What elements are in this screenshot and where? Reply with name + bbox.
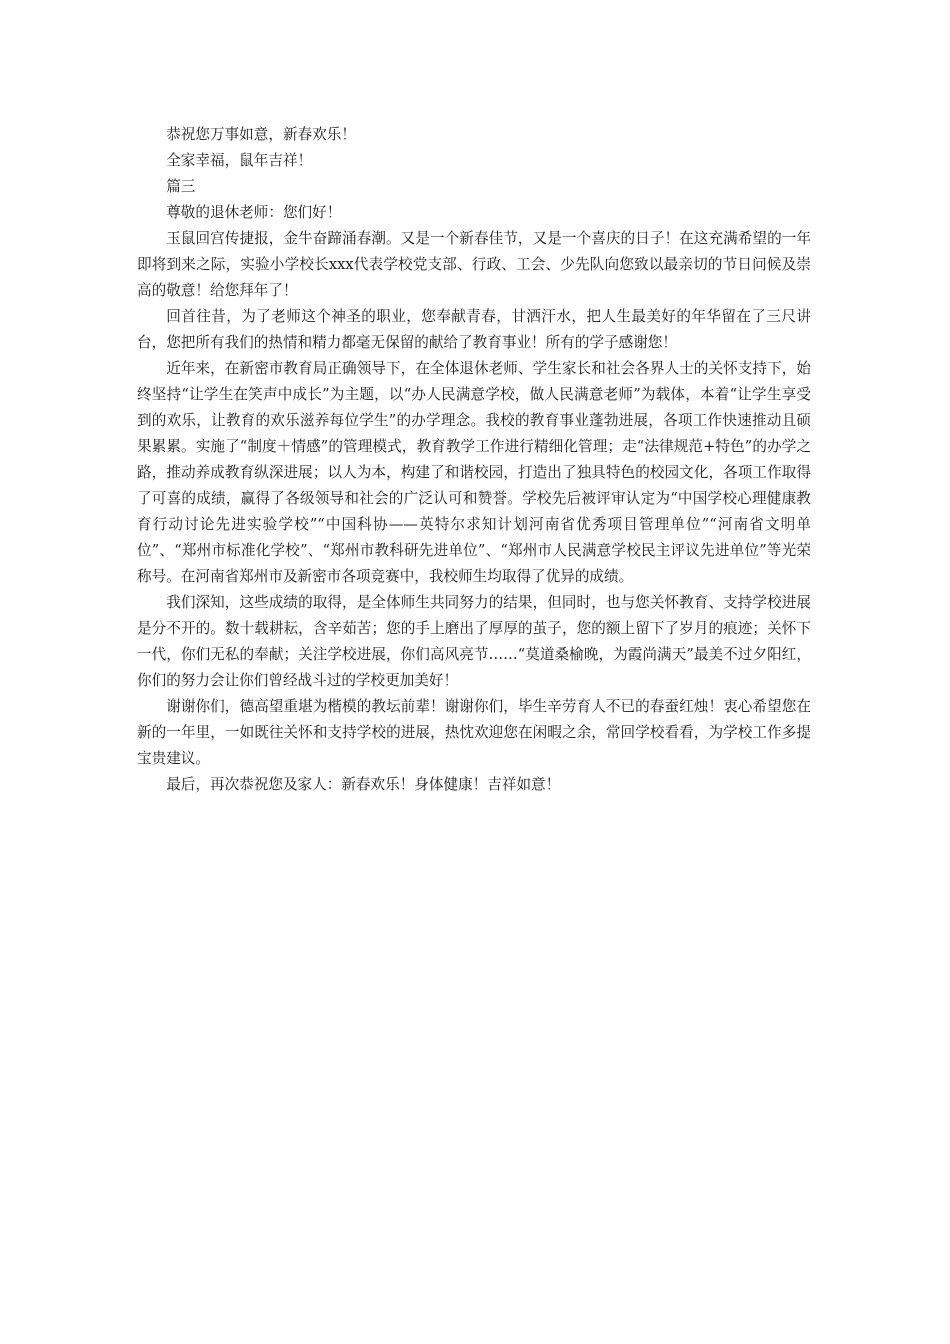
- section-heading: 篇三: [166, 178, 196, 195]
- paragraph-thanks: 谢谢你们，德高望重堪为楷模的教坛前辈！谢谢你们，毕生辛劳育人不已的春蚕红烛！衷心希望您在新的一年里，一如既往关怀和支持学校的进展，热忱欢迎您在闲暇之余，常回学校看看，为学校工作多提宝贵建议。: [137, 698, 811, 767]
- paragraph-looking-back: 回首往昔，为了老师这个神圣的职业，您奉献青春，甘洒汗水，把人生最美好的年华留在了三尺讲台，您把所有我们的热情和精力都毫无保留的献给了教育事业！所有的学子感谢您！: [137, 308, 811, 351]
- salutation: 尊敬的退休老师：您们好！: [166, 204, 342, 221]
- paragraph-new-year-greeting: 玉鼠回宫传捷报，金牛奋蹄涌春潮。又是一个新春佳节，又是一个喜庆的日子！在这充满希望的一年即将到来之际，实验小学校长xxx代表学校党支部、行政、工会、少先队向您致以最亲切的节日问候及崇高的敬意！给您拜年了！: [137, 230, 811, 299]
- paragraph-closing: 最后，再次恭祝您及家人：新春欢乐！身体健康！吉祥如意！: [166, 776, 561, 793]
- paragraph-greeting-wishes: 恭祝您万事如意，新春欢乐！: [166, 126, 356, 143]
- paragraph-family-blessing: 全家幸福，鼠年吉祥！: [166, 152, 313, 169]
- document-page: [137, 122, 811, 798]
- paragraph-gratitude: 我们深知，这些成绩的取得，是全体师生共同努力的结果，但同时，也与您关怀教育、支持学校进展是分不开的。数十载耕耘，含辛茹苦；您的手上磨出了厚厚的茧子，您的额上留下了岁月的痕迹；关怀下一代，你们无私的奉献；关注学校进展，你们高风亮节……“莫道桑榆晚，为霞尚满天”最美不过夕阳红，你们的努力会让你们曾经战斗过的学校更加美好！: [137, 594, 811, 689]
- paragraph-achievements: 近年来，在新密市教育局正确领导下，在全体退休老师、学生家长和社会各界人士的关怀支持下，始终坚持“让学生在笑声中成长”为主题，以“办人民满意学校，做人民满意老师”为载体，本着“让学生享受到的欢乐，让教育的欢乐滋养每位学生”的办学理念。我校的教育事业蓬勃进展，各项工作快速推动且硕果累累。实施了“制度＋情感”的管理模式，教育教学工作进行精细化管理；走“法律规范+特色”的办学之路，推动养成教育纵深进展；以人为本，构建了和谐校园，打造出了独具特色的校园文化，各项工作取得了可喜的成绩，赢得了各级领导和社会的广泛认可和赞誉。学校先后被评审认定为“中国学校心理健康教育行动讨论先进实验学校”“中国科协——英特尔求知计划河南省优秀项目管理单位”“河南省文明单位”、“郑州市标准化学校”、“郑州市教科研先进单位”、“郑州市人民满意学校民主评议先进单位”等光荣称号。在河南省郑州市及新密市各项竞赛中，我校师生均取得了优异的成绩。: [137, 360, 811, 585]
